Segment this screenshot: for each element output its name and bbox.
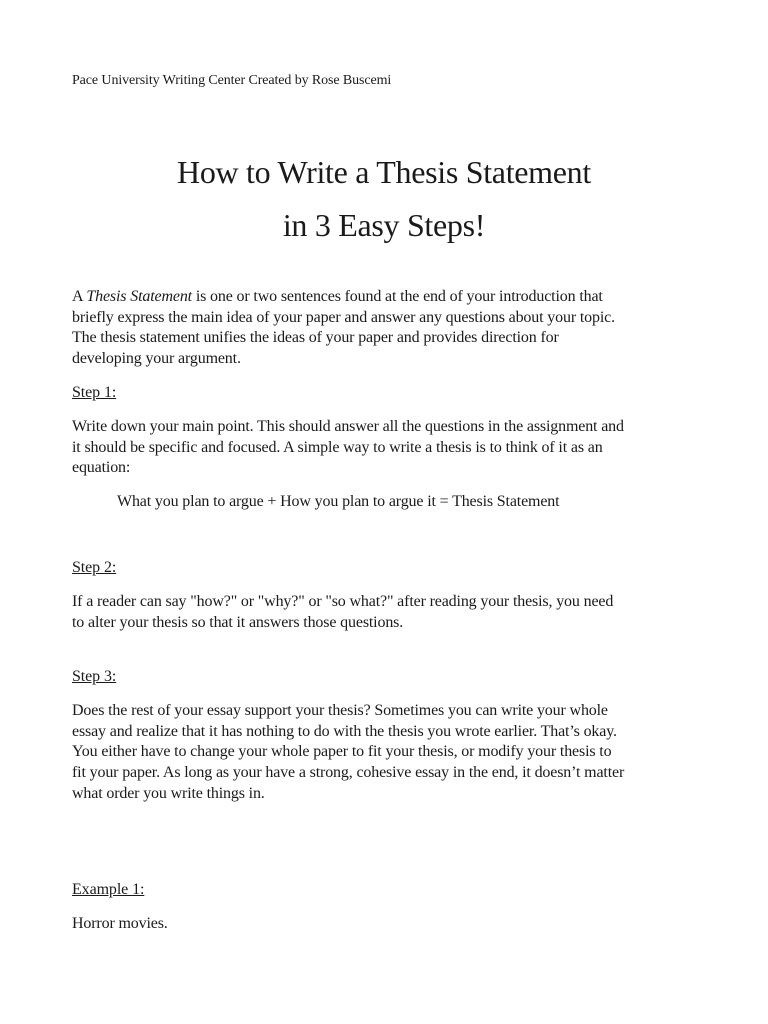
example1-heading: Example 1: [72, 881, 145, 898]
step2-paragraph [72, 592, 702, 633]
step3-line-5: what order you write things in. [72, 784, 265, 802]
thesis-equation: What you plan to argue + How you plan to argue it = Thesis Statement [117, 493, 560, 510]
step2-line-2: to alter your thesis so that it answers those questions. [72, 613, 404, 631]
step3-line-4: fit your paper. As long as your have a strong, cohesive essay in the end, it doesn’t matter [72, 764, 625, 782]
intro-line-4: developing your argument. [72, 350, 241, 368]
step2-line-1: If a reader can say "how?" or "why?" or "so what?" after reading your thesis, you need [72, 593, 614, 610]
step1-paragraph [72, 417, 702, 479]
step1-line-1: Write down your main point. This should answer all the questions in the assignment and [72, 418, 624, 435]
intro-paragraph [72, 287, 702, 370]
intro-line-1 [72, 287, 702, 308]
step3-line-2: essay and realize that it has nothing to do with the thesis you wrote earlier. That’s okay. [72, 722, 617, 740]
intro-line-2: briefly express the main idea of your paper and answer any questions about your topic. [72, 308, 615, 326]
page-subtitle: in 3 Easy Steps! [282, 207, 486, 243]
page-title: How to Write a Thesis Statement [177, 154, 591, 190]
step3-paragraph [72, 701, 702, 805]
intro-rest: is one or two sentences found at the end of your introduction that [191, 288, 603, 305]
intro-prefix: A [72, 288, 87, 305]
step3-line-3: You either have to change your whole paper to fit your thesis, or modify your thesis to [72, 743, 612, 761]
step2-heading: Step 2: [72, 559, 117, 576]
example1-text: Horror movies. [72, 915, 168, 932]
header-credit: Pace University Writing Center Created by Rose Buscemi [72, 73, 392, 88]
step1-line-3: equation: [72, 459, 131, 477]
step1-line-2: it should be specific and focused. A simple way to write a thesis is to think of it as an [72, 438, 603, 456]
intro-line-3: The thesis statement unifies the ideas of your paper and provides direction for [72, 329, 559, 347]
step3-line-1: Does the rest of your essay support your thesis? Sometimes you can write your whole [72, 702, 608, 719]
step3-heading: Step 3: [72, 668, 117, 685]
step1-heading: Step 1: [72, 384, 117, 401]
intro-term: Thesis Statement [86, 288, 192, 305]
